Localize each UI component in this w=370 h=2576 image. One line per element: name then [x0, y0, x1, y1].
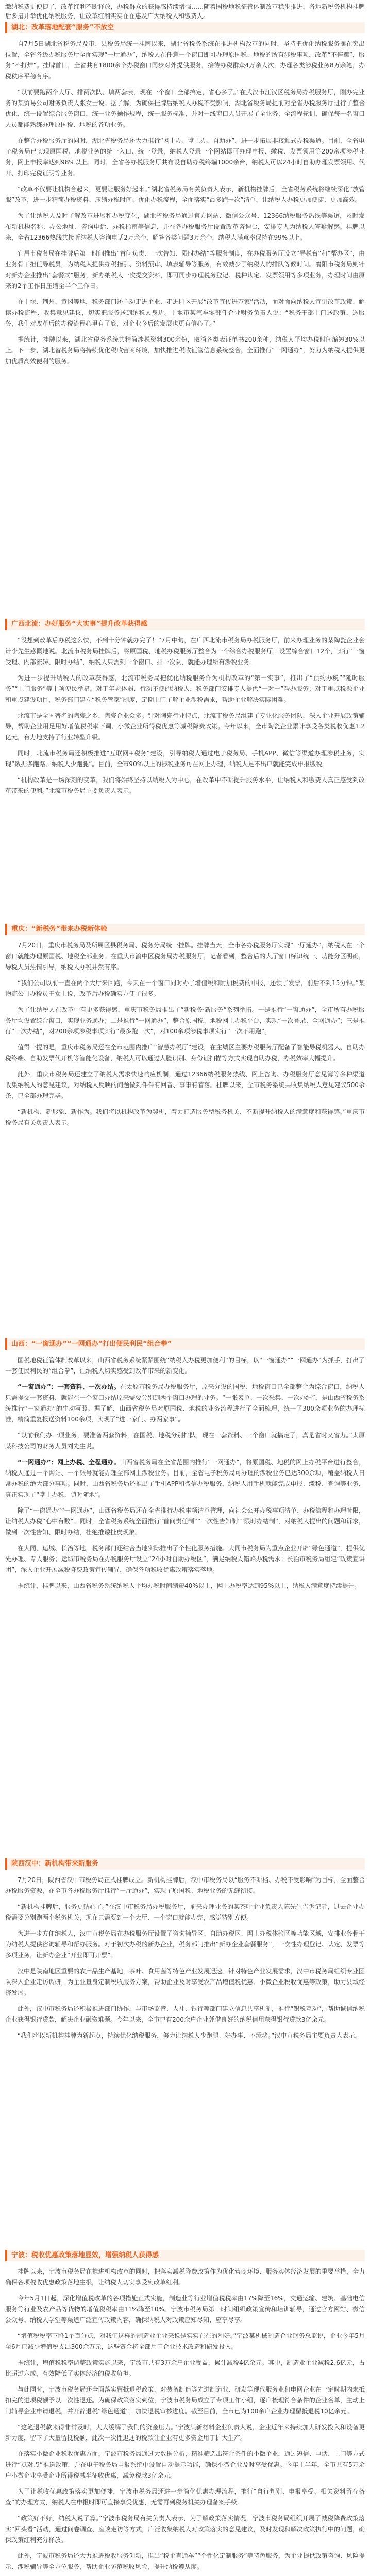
- section-heading: 陕西汉中：新机构带来新服务: [5, 1858, 365, 1870]
- paragraph: 据统计，增值税税率调整政策实施以来，宁波市共有3万余户企业受益，累计减税4亿余元。其中，制造业企业减税2.6亿元，占比超过六成，有效降低了实体经济的税收负担。: [5, 2359, 365, 2377]
- paragraph: 此外，重庆市税务局还建立了纳税人需求快速响应机制，通过12366纳税服务热线、网上咨询、办税服务厅意见簿等多种渠道收集纳税人的意见建议，对纳税人反映的问题做到件件有回音、事事有着落。挂牌以来，全市税务系统共收集纳税人意见建议500余条，已全部办理完毕。: [5, 1071, 365, 1099]
- paragraph: 为了让纳税人在改革中有更多获得感，重庆市税务局推出了“新税务·新服务”系列举措。一是推行“一窗通办”，全市所有办税服务厅均设置综合窗口，实现业务通办；二是推行“一网通办”，整合原国税、地税网上办税平台，实现“一次登录、全网通办”；三是推行“一次办结”，对200余项涉税事项实行“最多跑一次”，对100余项涉税事项实行“一次不用跑”。: [5, 1006, 365, 1035]
- paragraph-lead: “一窗通办”：一套资料、一次办结。: [18, 1383, 120, 1391]
- paragraph: 今年5月1日起，深化增值税改革的各项措施正式实施，制造业等行业增值税税率由17%降至16%，交通运输、建筑、基础电信服务等行业及农产品等货物的增值税税率由11%降至10%。宁波市税务局第一时间组织政策宣传和培训辅导，通过官方网站、微信公众号、纳税人学堂等渠道广泛宣传政策内容，确保纳税人对政策应知尽知、应享尽享。: [5, 2295, 365, 2324]
- section-heading: 重庆：“新税务”带来办税新体验: [5, 924, 365, 935]
- paragraph: 同时，北流市税务局还积极推进“互联网+税务”建设，引导纳税人通过电子税务局、手机APP、微信等渠道办理涉税业务，实现“数据多跑路、纳税人少跑腿”。目前，全市90%以上的涉税业务可在网上办理，纳税人足不出户就能完成申报缴税。: [5, 750, 365, 768]
- article-section: [5, 923, 365, 1337]
- paragraph-text: 山西省税务局在全省范围内推行“一网通办”，将原国税、地税的网上办税平台进行整合，纳税人通过一个网站、一个账号就能办理全部网上涉税业务。目前，全省电子税务局可办理的涉税业务已达300余项，覆盖纳税人日常办税的绝大部分事项。同时，山西省税务局还推出了手机APP和微信办税服务，纳税人用手机就能完成申报、缴税、查询等业务，真正实现了“掌上办税、随时随地”。: [5, 1459, 365, 1498]
- paragraph: [5, 1457, 365, 1500]
- paragraph-text: 在太原市税务局办税服务厅，原来分设的国税、地税窗口已全部整合为综合窗口，纳税人只需提交一套资料，就能在一个窗口办结原来需要分别到两个窗口办理的业务。“一张表单、一次采集、一次办结”，是山西省税务系统推行“一窗通办”的生动写照。据了解，山西省税务局对原国税、地税的业务流程进行了全面梳理，统一了300余项业务的办理标准，精简重复报送资料100余项，实现了“进一家门、办两家事”。: [5, 1383, 365, 1423]
- paragraph: 据统计，挂牌以来，湖北省税务系统共精简涉税资料300余份，取消各类表证单书200余种，纳税人平均办税时间缩短30%以上。下一步，湖北省税务局将持续优化税收营商环境，加快推进税收征管信息系统整合，全面推行“一网通办”，努力为纳税人提供更加优质高效便利的服务。: [5, 336, 365, 365]
- paragraph: 在大同、运城、长治等地，税务部门还结合当地实际推出了个性化服务措施。大同市税务局为重点企业开辟“绿色通道”，提供优先办理、专人服务；运城市税务局在办税服务厅设立“24小时自助办税区”，满足纳税人错峰办税需求；长治市税务局组建“政策宣讲团”，深入企业开展减税降费政策宣传辅导，确保各项税收优惠政策落实落地。: [5, 1545, 365, 1573]
- article-section: [5, 1337, 365, 1857]
- section-heading: 山西：“一窗通办”“一网通办”打出便民利民“组合拳”: [5, 1338, 365, 1350]
- paragraph: “我们公司以前一直在两个大厅来回跑，今天在一个窗口同时办了增值税和附加税费的申报，还领了发票，前后不到15分钟。”某物流公司办税员王女士说，改革后办税确实方便了很多。: [5, 979, 365, 997]
- section-heading: 宁波：税收优惠政策落地显效，增强纳税人获得感: [5, 2250, 365, 2261]
- paragraph: “改革不仅要让机构合起来，更要让服务好起来。”湖北省税务局有关负责人表示，新机构挂牌后，全省税务系统将继续深化“放管服”改革，进一步精简办税资料、压缩办税时间、优化办税流程，全面落实“最多跑一次”清单，让纳税人办税更加便捷、更加高效。: [5, 185, 365, 204]
- paragraph: “政策好不好，纳税人说了算。”宁波市税务局有关负责人表示，为了解政策落实情况，宁波市税务局组织开展了减税降费政策落实“回头看”活动，通过问卷调查、座谈走访等方式，广泛收集纳税人对政策落实的意见建议，及时发现和解决政策执行中的问题，确保政策红利充分释放。: [5, 2515, 365, 2544]
- paragraph: “新机构、新形象、新作为。我们将以机构改革为契机，着力打造服务型税务机关，不断提升纳税人的满意度和获得感。”重庆市税务局有关负责人表示。: [5, 1108, 365, 1126]
- paragraph: 值得一提的是，重庆市税务局还在全市范围内推广“智慧办税厅”建设，在主城区主要办税服务厅配备了智能导税机器人、自助办税终端、自助发票代开机等智能化设备，纳税人可以通过人脸识别、身份证扫描等方式实现自助办税，办税效率大幅提升。: [5, 1044, 365, 1062]
- paragraph: “没想到改革后办税这么快，不到十分钟就办完了！”7月中旬，在广西北流市税务局办税服务厅，前来办理业务的某陶瓷企业会计李先生感慨地说。北流市税务局挂牌后，将原国税、地税办税服务厅整合为一个综合办税服务厅，设置综合窗口12个，实行“一窗受理、内部流转、限时办结”，纳税人只需到一个窗口、排一次队，就能办理所有涉税业务。: [5, 637, 365, 666]
- paragraph: 此外，汉中市税务局还积极推进部门协作，与市场监管、人社、银行等部门建立信息共享机制，推行“银税互动”，帮助诚信纳税企业获得银行贷款，解决企业融资难题。今年以来，全市已有200余户企业凭借良好的纳税信用获得银行贷款3亿余元。: [5, 2005, 365, 2023]
- article-sections: [5, 21, 365, 2576]
- paragraph: “这笔退税款来得非常及时，大大缓解了我们的资金压力。”宁波某新材料企业负责人说，企业近年来持续加大研发投入和设备更新力度，留下了大量留抵税额，此次一次性退还的税款让企业有更多资金用于扩大生产。: [5, 2424, 365, 2442]
- paragraph: 自7月5日湖北省税务局及市、县税务局统一挂牌以来，湖北省税务系统在推进机构改革的同时，坚持把优化纳税服务摆在突出位置，全省各级办税服务厅全面实现“一厅通办”，纳税人在任意一个窗口即可办理原国税、地税的所有涉税事项，改革“不停摆”，服务“不打烊”。挂牌首日，全省共有1800余个办税窗口同步对外提供服务，接待办税群众4万余人次，办理各类涉税业务8万余笔，办税秩序平稳有序。: [5, 40, 365, 80]
- paragraph: 汉中是陕南地区重要的农产品生产基地，茶叶、食用菌等特色产业发展迅速。针对特色产业发展需求，汉中市税务局组织专业团队深入企业走访调研，为企业量身定制税收服务方案，帮助企业及时享受农产品增值税优惠、小微企业税收优惠等政策，助力县域经济发展。: [5, 1968, 365, 1996]
- paragraph: “我们将以新机构挂牌为新起点，持续优化纳税服务，努力让纳税人少跑腿、好办事、不添堵。”汉中市税务局主要负责人表示。: [18, 2032, 361, 2039]
- paragraph: “增值税税率下降1个百分点，对我们这样的制造业企业来说是实实在在的利好。”宁波某机械制造企业财务总监说，企业今年5月至6月已减少增值税支出300余万元，这些资金将全部用于企业技术改造和研发投入。: [5, 2332, 365, 2350]
- article-section: [5, 618, 365, 923]
- article-section: [5, 2249, 365, 2576]
- paragraph: 在十堰、荆州、黄冈等地，税务部门还主动走进企业、走进园区开展“改革宣传进万家”活动，面对面向纳税人宣讲改革政策、解读办税流程、收集意见建议，切实把服务送到纳税人身边。十堰市某汽车零部件企业财务负责人说：“税务干部上门送政策、送服务，我们对改革后的办税流程心里有了底，对企业今后的发展也更有信心了。”: [5, 298, 365, 327]
- article-section: [5, 21, 365, 618]
- paragraph: 7月20日，陕西省汉中市税务局正式挂牌成立。新机构挂牌后，汉中市税务局以“服务不断档、办税不受影响”为目标，全面整合办税服务资源，在全市各办税服务厅推行“一厅通办”，实现了原国税、地税业务的无缝衔接。: [5, 1876, 365, 1894]
- paragraph: “新机构挂牌后，服务更贴心了。”在汉中市税务局办税服务厅，前来办理业务的某茶叶企业负责人陈先生告诉记者，过去企业办税需要分别跑两个税务机关，现在只需要到一个大厅、一个窗口就能办完，感觉特别方便。: [5, 1903, 365, 1921]
- paragraph: 北流市是全国著名的陶瓷之乡，陶瓷企业众多。针对陶瓷行业特点，北流市税务局组建了专业化服务团队，深入企业开展政策辅导，帮助企业用足用好增值税税率下调、小微企业所得税优惠等减税降费政策。今年以来，全市陶瓷企业累计享受各类税收优惠1.2亿元，有力地支持了行业转型升级。: [5, 712, 365, 741]
- article-section: [5, 1857, 365, 2249]
- paragraph: 国税地税征管体制改革以来，山西省税务系统紧紧围绕“纳税人办税更加便利”的目标，以“一窗通办”“一网通办”为抓手，打出了一套便民利民的“组合拳”，让纳税人切实感受到改革带来的新变化。: [5, 1357, 365, 1375]
- paragraph: 为进一步方便纳税人，汉中市税务局在办税服务厅设置了咨询辅导区、自助办税区、网上办税体验区等功能区域，安排业务骨干为纳税人提供咨询辅导和帮办服务。对于初次办税的新办企业，税务部门推出“新办企业套餐服务”，一次性办理登记、认定、发票等多项业务，让新办企业“开业即可开票”。: [5, 1930, 365, 1959]
- paragraph: 宜昌市税务局在挂牌后第一时间推出“首问负责、一次告知、限时办结”等服务制度，在办税服务厅设立“导税台”和“帮办区”，由业务骨干担任导税员，为纳税人提供办税指引、资料预审、填表辅导等服务，有效减少了纳税人的排队等候时间。襄阳市税务局则针对新办企业推出“套餐式”服务，新办纳税人一次提交资料，即可同步办理税务登记、税种认定、发票领用等多项业务，办理时间由原来的2个工作日压缩至半个工作日。: [5, 250, 365, 290]
- paragraph: 在整合办税服务厅的同时，湖北省税务局还大力推行“网上办、掌上办、自助办”，进一步拓展非接触式办税渠道。目前，全省电子税务局已实现原国税、地税业务的统一入口、统一登录，纳税人登录一个网站即可办理申报、缴税、发票领用等200余项涉税业务，网上申报率达到98%以上。同时，全省各办税服务厅共布设自助办税终端1000余台，纳税人可以24小时自助办理发票领用、代开、打印完税证明等业务。: [5, 137, 365, 177]
- paragraph: 为了让税收优惠政策落实更加便捷，宁波市税务局还进一步简化优惠办理流程，推行“自行判别、申报享受、相关资料留存备查”的办理方式，纳税人在申报时即可直接享受优惠，无需再到税务机关办理备案手续。: [5, 2488, 365, 2506]
- section-heading: 广西北流：办好服务“大实事”提升改革获得感: [5, 619, 365, 630]
- paragraph: [5, 1382, 365, 1425]
- paragraph: 为进一步提升纳税人的改革获得感，北流市税务局把优化纳税服务作为机构改革的“第一实事”，推出了“预约办税”“延时服务”“上门服务”等十项便民举措。对于年老体弱、行动不便的纳税人，税务部门安排专人提供“一对一”帮办服务；对于重点税源企业和重点建设项目，税务部门建立“税务管家”制度，定期上门了解企业涉税需求，帮助企业解决实际困难。: [5, 674, 365, 703]
- section-heading: 湖北：改革落地配套“服务”不放空: [5, 22, 365, 33]
- paragraph: 据统计，挂牌以来，山西省税务系统纳税人平均办税时间缩短40%以上，网上办税率达到95%以上，纳税人满意度持续提升。: [18, 1582, 361, 1589]
- paragraph: “以前要跑两个大厅、排两次队、填两套表，现在一个窗口全部搞定，省心多了。”在武汉市江汉区税务局办税服务厅，刚办完业务的某贸易公司财务负责人张女士说。据了解，为确保挂牌后纳税人办税不受影响，湖北省税务局提前对全省办税服务厅进行了整合优化，统一设置综合服务窗口，统一业务操作规程，统一服务标准，并对一线窗口人员开展了全业务、全流程轮训，确保每一名窗口人员都能熟练办理原国税、地税的各项业务。: [5, 89, 365, 128]
- paragraph: 为了让纳税人及时了解改革进展和办税变化，湖北省税务局通过官方网站、微信公众号、12366纳税服务热线等渠道，及时发布新机构名称、办公地址、咨询电话、办税指南等信息，并在各办税服务厅设置改革咨询台，安排专人为纳税人答疑解惑。挂牌以来，全省12366热线共接听纳税人咨询电话2万余个，解答各类问题3万余个，纳税人满意率保持在99%以上。: [5, 212, 365, 241]
- article-intro: 缴纳税费更便捷了，改革红利不断释放，办税群众的获得感持续增强……随着国税地税征管体制改革稳步推进，各地新税务机构挂牌后多措并举优化纳税服务，让改革红利实实在在惠及广大纳税人和缴费人。: [5, 3, 365, 20]
- paragraph: “以前我们办一项业务，要准备两套资料，在国税、地税分别排队，现在一套资料、一个窗口就搞定了，真是省时又省力。”太原某科技公司的财务人员刘先生说。: [5, 1432, 365, 1450]
- paragraph: “机构改革是一场深刻的变革，我们将始终坚持以纳税人为中心，在改革中不断提升服务水平，让纳税人和缴费人真正感受到改革带来的便利。”北流市税务局主要负责人表示。: [5, 776, 365, 794]
- paragraph: 除了“一窗通办”“一网通办”，山西省税务局还在全省推行办税事项清单管理，向社会公开办税事项清单、办税流程和办理时限，让纳税人办税“心中有数”。同时，全省税务系统全面推行“首问责任制”“一次性告知制”“限时办结制”，对纳税人提出的问题和诉求，做到一次性告知、限时办结，杜绝推诿扯皮现象。: [5, 1507, 365, 1536]
- paragraph: 此外，宁波市税务局还大力推进税收服务创新，推出“税企直通车”“个性化定制服务”等特色服务，为企业提供政策咨询、风险提示、涉税辅导等全方位服务，帮助企业防范税收风险，提升纳税遵从度。: [5, 2552, 365, 2570]
- paragraph-lead: “一网通办”：网上办税、全程通办。: [18, 1459, 120, 1466]
- paragraph: 与此同时，宁波市税务局还全面落实留抵退税政策，对装备制造等先进制造业、研发等现代服务业和电网企业在一定时期内未抵扣完的进项税额予以一次性退还。为确保政策落实到位，宁波市税务局成立了专项工作小组，逐户梳理符合条件的企业名单，主动上门辅导企业申请退税，并开辟退税“绿色通道”，加快退税审核进度。截至目前，全市已为100余户企业办理留抵退税10亿余元。: [5, 2386, 365, 2415]
- paragraph: 挂牌以来，宁波市税务局在推进机构改革的同时，把落实减税降费政策作为优化营商环境、服务实体经济发展的重要举措，全力确保各项税收优惠政策落地生根，让纳税人切实享受到改革红利。: [5, 2268, 365, 2286]
- paragraph: 7月20日，重庆市税务局及所属区县税务局、税务分局统一挂牌。挂牌当天，全市各办税服务厅实现“一厅通办”，纳税人在一个窗口就能办理原国税、地税全部业务。在重庆市渝中区税务局办税服务厅，记者看到，整合后的大厅窗口标识统一、功能分区明确，导税人员热情引导，纳税人办税井然有序。: [5, 942, 365, 971]
- paragraph: 在落实小微企业税收优惠方面，宁波市税务局通过大数据分析，精准筛选出符合条件的小微企业，通过短信、电话、上门等方式进行“点对点”推送政策，并在电子税务局申报系统中设置自动提示功能，确保小微企业及时享受优惠。今年上半年，全市共有5万余户小微企业享受企业所得税减半征收优惠，减免税款3亿余元。: [5, 2450, 365, 2479]
